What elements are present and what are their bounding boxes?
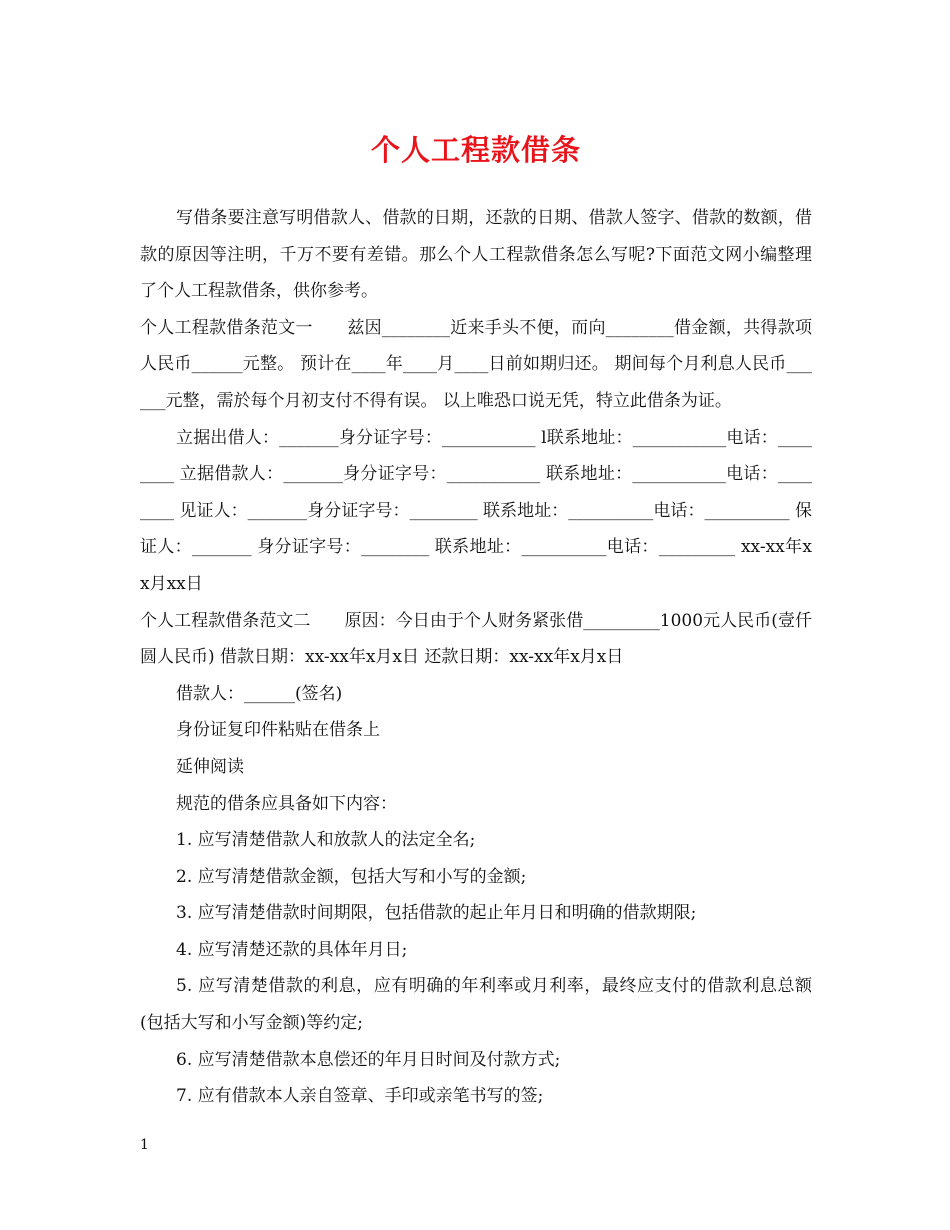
list-item: 5. 应写清楚借款的利息，应有明确的年利率或月利率，最终应支付的借款利息总额(包括大写和小写金额)等约定; <box>140 976 812 1034</box>
id-copy-note: 身份证复印件粘贴在借条上 <box>176 720 380 741</box>
list-item: 4. 应写清楚还款的具体年月日; <box>176 939 408 960</box>
further-reading-heading: 延伸阅读 <box>176 756 244 777</box>
page-number: 1 <box>140 1137 149 1153</box>
list-item: 3. 应写清楚借款时间期限，包括借款的起止年月日和明确的借款期限; <box>176 903 697 924</box>
list-item: 7. 应有借款本人亲自签章、手印或亲笔书写的签; <box>176 1086 544 1107</box>
requirements-intro: 规范的借条应具备如下内容： <box>176 793 397 814</box>
sample-one-paragraph: 个人工程款借条范文一 兹因________近来手头不便，而向________借金额，共得款项人民币______元整。 预计在____年____月____日前如期归还。 期间每个月利息人民币______元整，需於每个月初支付不得有误。 以上唯恐口说无凭，特立此借条为证。 <box>140 317 812 411</box>
list-item: 2. 应写清楚借款金额，包括大写和小写的金额; <box>176 866 527 887</box>
sample-one-signatories: 立据出借人：_______身分证字号：___________ l联系地址：___________电话：________ 立据借款人：_______身分证字号：___________ 联系地址：___________电话：________ 见证人：_______身分证字号：________ 联系地址：__________电话：__________ 保证人：_______ 身分证字号：________ 联系地址：__________电话：_________ xx-xx年xx月xx日 <box>140 427 812 594</box>
intro-paragraph: 写借条要注意写明借款人、借款的日期，还款的日期、借款人签字、借款的数额，借款的原因等注明，千万不要有差错。那么个人工程款借条怎么写呢?下面范文网小编整理了个人工程款借条，供你参考。 <box>140 208 812 302</box>
document-title: 个人工程款借条 <box>370 133 581 167</box>
list-item: 6. 应写清楚借款本息偿还的年月日时间及付款方式; <box>176 1049 561 1070</box>
borrower-signature-line: 借款人：______(签名) <box>176 683 343 704</box>
sample-two-paragraph: 个人工程款借条范文二 原因：今日由于个人财务紧张借_________1000元人民币(壹仟圆人民币) 借款日期：xx-xx年x月x日 还款日期：xx-xx年x月x日 <box>140 610 812 668</box>
list-item: 1. 应写清楚借款人和放款人的法定全名; <box>176 830 476 851</box>
document-body <box>140 200 812 1115</box>
